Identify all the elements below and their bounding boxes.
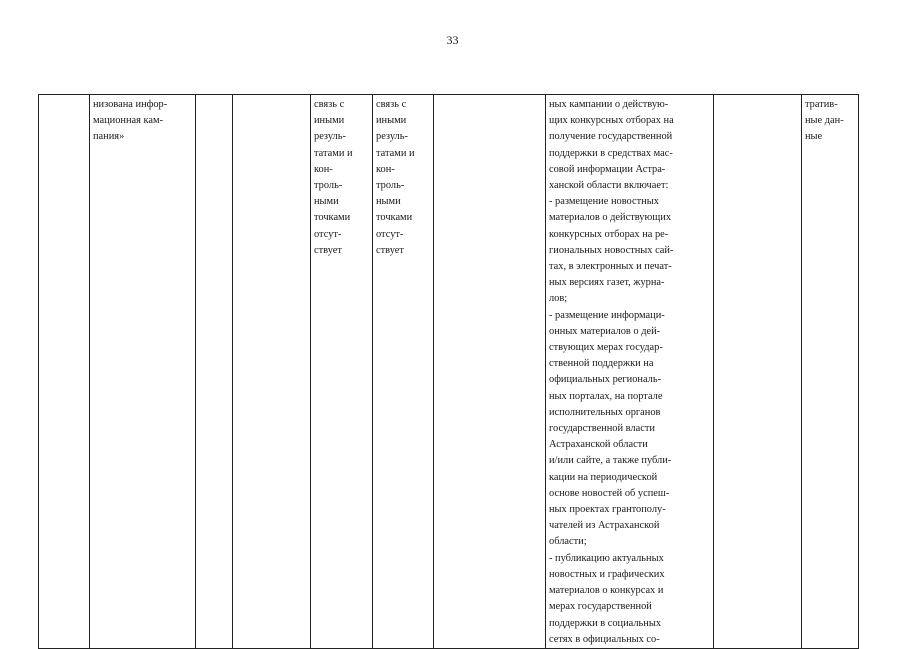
table-cell	[196, 95, 233, 649]
table-cell	[233, 95, 311, 649]
table-cell	[714, 95, 802, 649]
table-cell-number	[39, 95, 90, 649]
table-cell	[434, 95, 546, 649]
table-cell-data-source: тратив- ные дан- ные	[802, 95, 859, 649]
table-cell-relation: связь с иными резуль- татами и кон- троль- ными точками отсут- ствует	[311, 95, 373, 649]
table-row	[39, 95, 859, 649]
document-table	[38, 94, 859, 649]
table-cell-description: ных кампании о действую- щих конкурсных отборах на получение государственной поддержки в средствах мас- совой информации Астра- ханской области включает: - размещение новостных материалов о действующих конкурсных отборах на ре- гиональных новостных сай- тах, в электронных и печат- ных версиях газет, журна- лов; - размещение информаци- онных материалов о дей- ствующих мерах государ- ственной поддержки на официальных региональ- ных порталах, на портале исполнительных органов государственной власти Астраханской области и/или сайте, а также публи- кации на периодической основе новостей об успеш- ных проектах грантополу- чателей из Астраханской области; - публикацию актуальных новостных и графических материалов о конкурсах и мерах государственной поддержки в социальных сетях в официальных со-	[546, 95, 714, 649]
table-cell-event-name: низована инфор- мационная кам- пания»	[90, 95, 196, 649]
page-number: 33	[446, 33, 459, 47]
table-cell-relation: связь с иными резуль- татами и кон- троль- ными точками отсут- ствует	[373, 95, 434, 649]
